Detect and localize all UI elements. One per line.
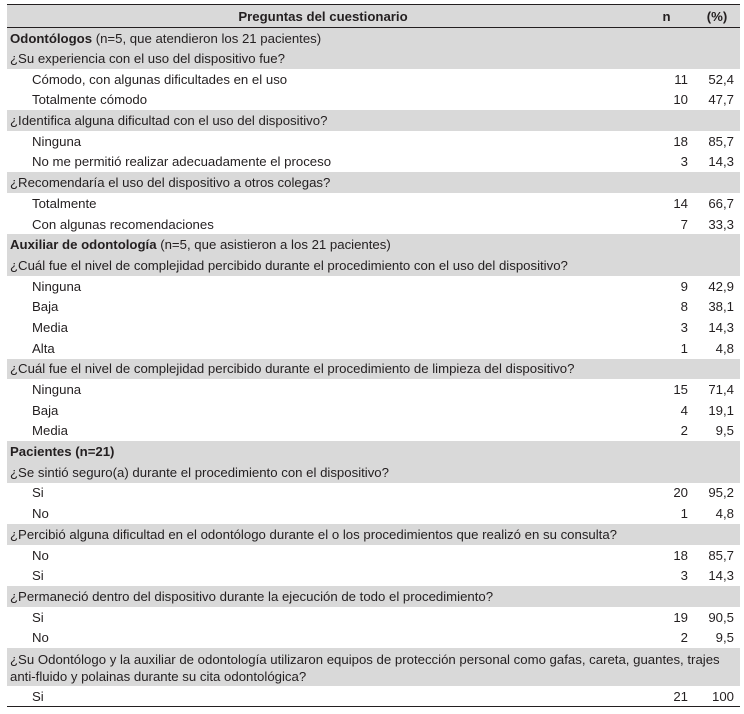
question-text: ¿Su experiencia con el uso del dispositivo fue? xyxy=(10,51,285,67)
answer-row xyxy=(7,296,740,317)
answer-row xyxy=(7,90,740,111)
question-row xyxy=(7,48,740,69)
answer-label: Cómodo, con algunas dificultades en el uso xyxy=(32,71,288,87)
question-row xyxy=(7,586,740,607)
answer-row xyxy=(7,545,740,566)
question-row xyxy=(7,462,740,483)
answer-pct: 14,3 xyxy=(708,319,734,335)
answer-label: Con algunas recomendaciones xyxy=(32,216,214,232)
answer-pct: 14,3 xyxy=(708,568,734,584)
question-row xyxy=(7,359,740,380)
group-row xyxy=(7,28,740,49)
question-text: ¿Permaneció dentro del dispositivo durante la ejecución de todo el procedimiento? xyxy=(10,588,494,604)
answer-n: 14 xyxy=(673,195,688,211)
answer-n: 20 xyxy=(673,485,688,501)
answer-pct: 90,5 xyxy=(708,609,734,625)
answer-n: 3 xyxy=(680,154,688,170)
answer-label: No me permitió realizar adecuadamente el proceso xyxy=(32,154,332,170)
answer-pct: 9,5 xyxy=(715,630,734,646)
answer-row xyxy=(7,421,740,442)
answer-pct: 95,2 xyxy=(708,485,734,501)
answer-label: Ninguna xyxy=(32,133,82,149)
answer-label: No xyxy=(32,630,49,646)
answer-row xyxy=(7,338,740,359)
answer-pct: 85,7 xyxy=(708,547,734,563)
answer-pct: 4,8 xyxy=(715,340,734,356)
answer-n: 11 xyxy=(674,71,688,87)
answer-n: 18 xyxy=(673,547,688,563)
question-text: ¿Cuál fue el nivel de complejidad percibido durante el procedimiento con el uso del dispositivo? xyxy=(10,257,568,273)
question-row xyxy=(7,648,740,686)
answer-row xyxy=(7,400,740,421)
answer-n: 1 xyxy=(680,340,688,356)
answer-n: 2 xyxy=(680,630,688,646)
answer-row xyxy=(7,503,740,524)
question-row xyxy=(7,172,740,193)
answer-label: Media xyxy=(32,423,68,439)
question-text: ¿Su Odontólogo y la auxiliar de odontología utilizaron equipos de protección personal como gafas, careta, guantes, trajes anti-fluido y polainas durante su cita odontológica? xyxy=(10,651,720,684)
answer-n: 21 xyxy=(673,688,688,704)
group-label xyxy=(7,28,740,49)
answer-pct: 14,3 xyxy=(708,154,734,170)
answer-label: Totalmente cómodo xyxy=(32,92,148,108)
answer-label: Si xyxy=(32,688,44,704)
question-text: ¿Se sintió seguro(a) durante el procedimiento con el dispositivo? xyxy=(10,464,389,480)
answer-row xyxy=(7,686,740,707)
answer-pct: 71,4 xyxy=(708,382,734,398)
answer-row xyxy=(7,483,740,504)
answer-label: Totalmente xyxy=(32,195,97,211)
answer-row xyxy=(7,69,740,90)
questionnaire-table xyxy=(7,4,740,707)
answer-n: 1 xyxy=(680,506,688,522)
answer-label: Baja xyxy=(32,402,59,418)
group-label xyxy=(7,441,740,462)
answer-n: 7 xyxy=(680,216,688,232)
answer-n: 10 xyxy=(673,92,688,108)
answer-n: 15 xyxy=(673,382,688,398)
answer-label: Ninguna xyxy=(32,382,82,398)
answer-label: Media xyxy=(32,319,68,335)
answer-label: Baja xyxy=(32,299,59,315)
header-pct: (%) xyxy=(706,8,728,24)
answer-n: 3 xyxy=(680,319,688,335)
answer-row xyxy=(7,214,740,235)
group-title: Pacientes (n=21) xyxy=(10,444,115,460)
question-row xyxy=(7,110,740,131)
header-row xyxy=(7,5,740,28)
answer-label: Ninguna xyxy=(32,278,82,294)
answer-label: No xyxy=(32,547,49,563)
answer-n: 4 xyxy=(680,402,688,418)
question-text: ¿Identifica alguna dificultad con el uso del dispositivo? xyxy=(10,113,328,129)
answer-label: Si xyxy=(32,485,44,501)
answer-row xyxy=(7,607,740,628)
header-question: Preguntas del cuestionario xyxy=(238,8,408,24)
answer-pct: 85,7 xyxy=(708,133,734,149)
answer-pct: 100 xyxy=(711,688,734,704)
answer-row xyxy=(7,379,740,400)
answer-row xyxy=(7,193,740,214)
header-n: n xyxy=(662,8,671,24)
question-row xyxy=(7,524,740,545)
question-text: ¿Cuál fue el nivel de complejidad percibido durante el procedimiento de limpieza del dispositivo? xyxy=(10,361,575,377)
answer-pct: 66,7 xyxy=(708,195,734,211)
group-label xyxy=(7,234,740,255)
answer-pct: 9,5 xyxy=(715,423,734,439)
answer-pct: 42,9 xyxy=(708,278,734,294)
answer-row xyxy=(7,627,740,648)
answer-pct: 52,4 xyxy=(708,71,734,87)
question-text: ¿Recomendaría el uso del dispositivo a otros colegas? xyxy=(10,175,331,191)
answer-pct: 38,1 xyxy=(708,299,734,315)
answer-n: 2 xyxy=(680,423,688,439)
question-text: ¿Percibió alguna dificultad en el odontólogo durante el o los procedimientos que realizó en su consulta? xyxy=(10,526,618,542)
answer-label: Si xyxy=(32,568,44,584)
answer-row xyxy=(7,565,740,586)
answer-n: 19 xyxy=(673,609,688,625)
answer-n: 9 xyxy=(680,278,688,294)
group-subtitle: (n=5, que asistieron a los 21 pacientes) xyxy=(156,237,391,253)
answer-pct: 33,3 xyxy=(708,216,734,232)
group-title: Auxiliar de odontología xyxy=(10,237,157,253)
question-row xyxy=(7,255,740,276)
answer-label: Si xyxy=(32,609,44,625)
answer-row xyxy=(7,317,740,338)
answer-pct: 47,7 xyxy=(708,92,734,108)
answer-n: 3 xyxy=(680,568,688,584)
group-row xyxy=(7,441,740,462)
answer-n: 18 xyxy=(673,133,688,149)
answer-pct: 4,8 xyxy=(715,506,734,522)
answer-label: No xyxy=(32,506,49,522)
answer-label: Alta xyxy=(32,340,55,356)
answer-row xyxy=(7,276,740,297)
answer-row xyxy=(7,131,740,152)
group-title: Odontólogos xyxy=(10,30,93,46)
group-row xyxy=(7,234,740,255)
group-subtitle: (n=5, que atendieron los 21 pacientes) xyxy=(92,30,322,46)
answer-n: 8 xyxy=(680,299,688,315)
answer-pct: 19,1 xyxy=(708,402,734,418)
answer-row xyxy=(7,152,740,173)
